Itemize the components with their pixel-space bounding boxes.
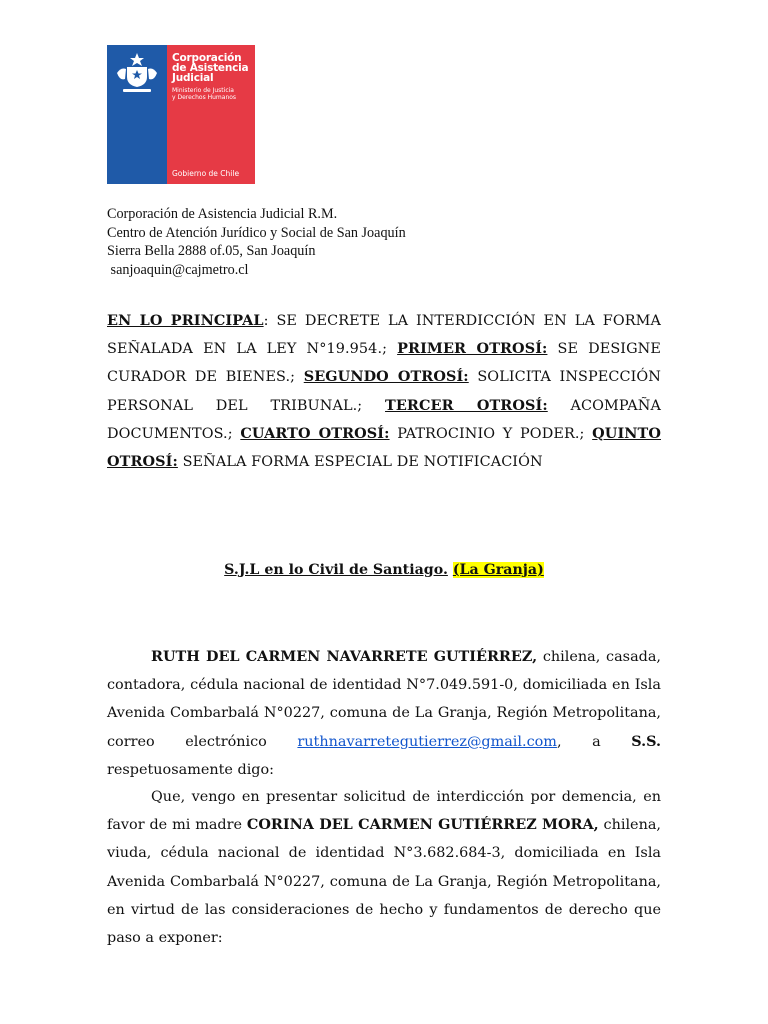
logo-org-line: Judicial xyxy=(172,72,214,84)
paragraph-petitioner xyxy=(107,643,661,784)
otrosi-text: PATROCINIO Y PODER.; xyxy=(397,425,585,442)
institution-logo xyxy=(107,45,255,184)
otrosi-label: CUARTO OTROSÍ: xyxy=(240,424,390,442)
principal-label: EN LO PRINCIPAL xyxy=(107,312,264,329)
logo-red-panel xyxy=(167,45,255,184)
otrosi-text: SEÑALA FORMA ESPECIAL DE NOTIFICACIÓN xyxy=(182,454,543,471)
address-line: Corporación de Asistencia Judicial R.M. xyxy=(107,206,338,222)
paragraph-request xyxy=(107,783,661,952)
paragraph-text: Que, vengo en presentar solicitud de interdicción por demencia, en favor de mi madre xyxy=(107,789,661,834)
chile-coat-of-arms-icon xyxy=(113,51,161,95)
paragraph-text: respetuosamente digo: xyxy=(107,761,275,778)
address-email-text: sanjoaquin@cajmetro.cl xyxy=(110,261,249,278)
court-highlight: (La Granja) xyxy=(452,562,544,578)
otrosi-label: SEGUNDO OTROSÍ: xyxy=(303,368,469,386)
court-name: S.J.L en lo Civil de Santiago. xyxy=(224,562,448,578)
address-line: Centro de Atención Jurídico y Social de San Joaquín xyxy=(107,224,406,241)
logo-ministry-line: y Derechos Humanos xyxy=(172,94,237,101)
paragraph-text: , a xyxy=(556,733,601,750)
letterhead-address xyxy=(107,205,406,279)
logo-org-name xyxy=(172,53,248,83)
logo-blue-panel xyxy=(107,45,167,184)
otrosi-label: PRIMER OTROSÍ: xyxy=(397,340,548,358)
logo-org-line: Corporación xyxy=(172,52,242,64)
paragraph-text: chilena, viuda, cédula nacional de identidad N°3.682.684-3, domiciliada en Isla Avenida Combarbalá N°0227, comuna de La Granja, Región Metropolitana, en virtud de las consideraciones de hecho y fundamentos de derecho que paso a exponer: xyxy=(107,817,661,947)
ward-name: CORINA DEL CARMEN GUTIÉRREZ MORA, xyxy=(246,816,599,834)
otrosi-text: SE DESIGNE CURADOR DE BIENES.; xyxy=(107,341,661,386)
court-heading xyxy=(107,562,661,578)
email-link[interactable]: ruthnavarretegutierrez@gmail.com xyxy=(297,733,557,750)
otrosi-label: TERCER OTROSÍ: xyxy=(385,396,548,414)
petitioner-name: RUTH DEL CARMEN NAVARRETE GUTIÉRREZ, xyxy=(151,648,538,665)
address-line: Sierra Bella 2888 of.05, San Joaquín xyxy=(107,243,316,259)
otrosi-label: QUINTO OTROSÍ: xyxy=(107,424,661,471)
otrosi-text: SOLICITA INSPECCIÓN PERSONAL DEL TRIBUNAL.; xyxy=(107,369,661,414)
logo-ministry xyxy=(172,87,236,101)
principal-text: SE DECRETE LA INTERDICCIÓN EN LA FORMA SEÑALADA EN LA LEY N°19.954.; xyxy=(107,313,661,358)
petition-summary: EN LO PRINCIPAL: SE DECRETE LA INTERDICCIÓN EN LA FORMA SEÑALADA EN LA LEY N°19.954.; PRIMER OTROSÍ: SE DESIGNE CURADOR DE BIENES.; SEGUNDO OTROSÍ: SOLICITA INSPECCIÓN PERSONAL DEL TRIBUNAL.; TERCER OTROSÍ: ACOMPAÑA DOCUMENTOS.; CUARTO OTROSÍ: PATROCINIO Y PODER.; QUINTO OTROSÍ: SEÑALA FORMA ESPECIAL DE NOTIFICACIÓN xyxy=(107,312,661,471)
ss-label: S.S. xyxy=(631,732,662,750)
logo-org-line: de Asistencia xyxy=(172,62,249,74)
address-email xyxy=(107,261,406,280)
logo-government: Gobierno de Chile xyxy=(172,169,240,178)
logo-ministry-line: Ministerio de Justicia xyxy=(172,87,234,94)
otrosi-text: ACOMPAÑA DOCUMENTOS.; xyxy=(107,397,661,442)
paragraph-text: chilena, casada, contadora, cédula nacional de identidad N°7.049.591-0, domiciliada en Isla Avenida Combarbalá N°0227, comuna de La Granja, Región Metropolitana, correo electrónico xyxy=(107,649,662,750)
